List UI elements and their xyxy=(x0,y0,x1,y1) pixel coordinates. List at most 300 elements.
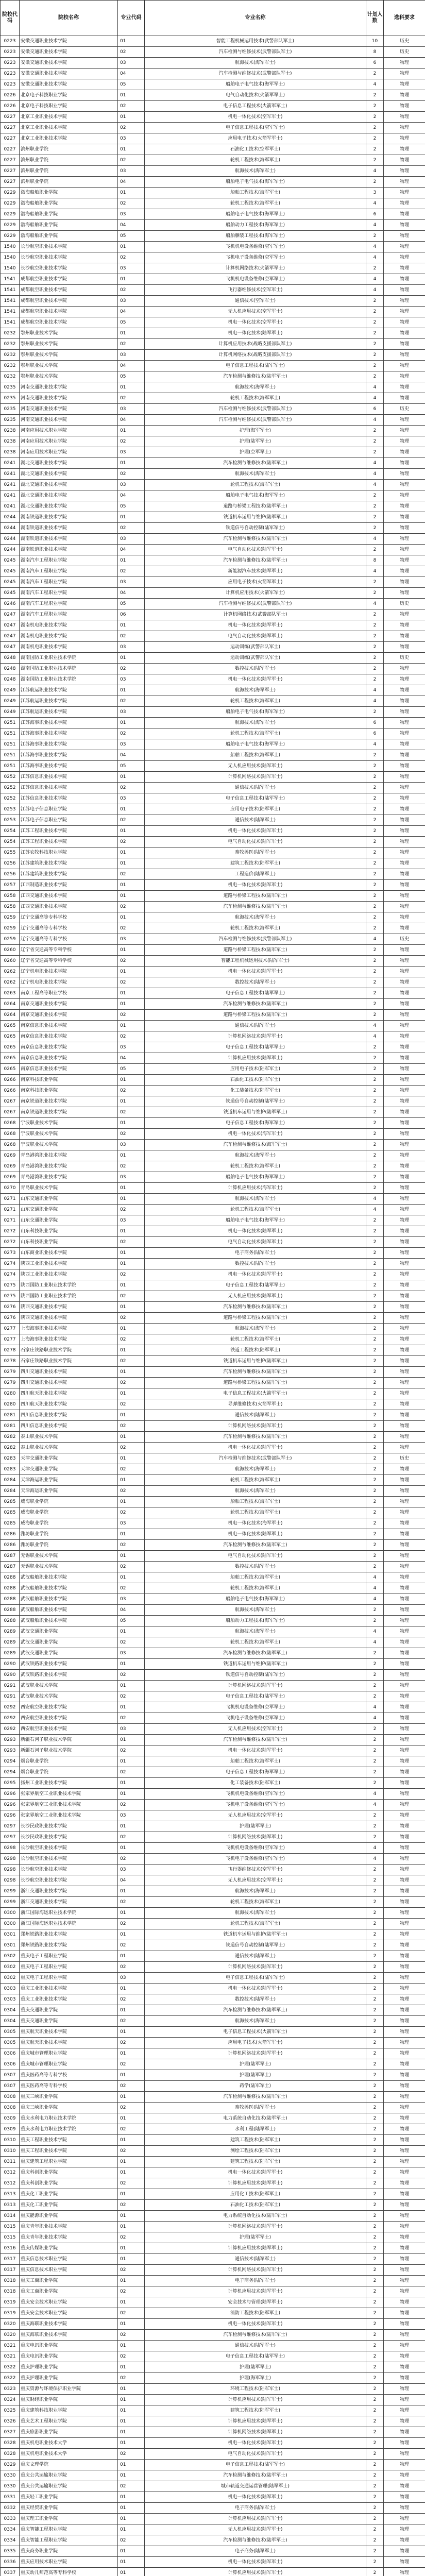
school-code-cell: 0307 xyxy=(1,2070,20,2081)
subject-cell: 物理 xyxy=(384,826,425,837)
subject-cell: 物理 xyxy=(384,1161,425,1172)
major-code-cell: 01 xyxy=(118,1096,145,1107)
subject-cell: 物理 xyxy=(384,1031,425,1042)
school-code-cell: 0321 xyxy=(1,2351,20,2362)
major-code-cell: 02 xyxy=(118,1237,145,1248)
school-code-cell: 0227 xyxy=(1,112,20,123)
plan-count-cell: 2 xyxy=(366,1161,384,1172)
table-row xyxy=(1,2395,425,2405)
major-code-cell: 01 xyxy=(118,2546,145,2557)
table-row xyxy=(1,1540,425,1551)
subject-cell: 物理 xyxy=(384,2351,425,2362)
subject-cell: 物理 xyxy=(384,1194,425,1205)
table-row xyxy=(1,696,425,707)
table-row xyxy=(1,1984,425,1994)
plan-count-cell: 2 xyxy=(366,2308,384,2319)
subject-cell: 物理 xyxy=(384,382,425,393)
table-row xyxy=(1,1875,425,1886)
major-name-cell: 电气自动化技术(陆军军士) xyxy=(145,545,366,555)
plan-count-cell: 2 xyxy=(366,2297,384,2308)
subject-cell: 物理 xyxy=(384,1215,425,1226)
major-code-cell: 02 xyxy=(118,631,145,642)
table-row xyxy=(1,783,425,793)
major-code-cell: 03 xyxy=(118,350,145,361)
school-code-cell: 0313 xyxy=(1,2189,20,2200)
major-name-cell: 导弹维修技术(火箭军军士) xyxy=(145,1399,366,1410)
school-name-cell: 南京铁道职业技术学院 xyxy=(20,1096,118,1107)
major-name-cell: 计算机网络技术(陆军军士) xyxy=(145,1962,366,1973)
major-name-cell: 道路与桥梁工程技术(陆军军士) xyxy=(145,1378,366,1388)
school-code-cell: 0227 xyxy=(1,155,20,166)
subject-cell: 物理 xyxy=(384,1583,425,1594)
table-row xyxy=(1,1345,425,1356)
subject-cell: 物理 xyxy=(384,620,425,631)
major-code-cell: 01 xyxy=(118,2341,145,2351)
table-row xyxy=(1,123,425,133)
table-row xyxy=(1,902,425,912)
school-code-cell: 0288 xyxy=(1,1616,20,1626)
school-code-cell: 1540 xyxy=(1,252,20,263)
major-code-cell: 01 xyxy=(118,620,145,631)
major-code-cell: 03 xyxy=(118,1172,145,1183)
major-name-cell: 船舶动力工程技术(海军军士) xyxy=(145,1616,366,1626)
table-row xyxy=(1,101,425,112)
subject-cell: 物理 xyxy=(384,2308,425,2319)
school-name-cell: 重庆青年职业技术学院 xyxy=(20,2232,118,2243)
table-row xyxy=(1,1053,425,1064)
plan-count-cell: 2 xyxy=(366,967,384,977)
plan-count-cell: 2 xyxy=(366,609,384,620)
school-name-cell: 重庆机电职业技术大学 xyxy=(20,2449,118,2460)
subject-cell: 物理 xyxy=(384,1745,425,1756)
major-name-cell: 机电一体化技术(海军军士) xyxy=(145,1518,366,1529)
plan-count-cell: 2 xyxy=(366,1724,384,1735)
plan-count-cell: 4 xyxy=(366,393,384,404)
school-code-cell: 1541 xyxy=(1,317,20,328)
major-name-cell: 机电一体化技术(陆军军士) xyxy=(145,328,366,339)
table-row xyxy=(1,2200,425,2211)
table-row xyxy=(1,2514,425,2524)
subject-cell: 物理 xyxy=(384,1865,425,1875)
school-name-cell: 陕西工业职业技术学院 xyxy=(20,1269,118,1280)
plan-count-cell: 2 xyxy=(366,112,384,123)
major-code-cell: 01 xyxy=(118,1756,145,1767)
major-name-cell: 机电一体化技术(陆军军士) xyxy=(145,2319,366,2330)
school-code-cell: 0297 xyxy=(1,1832,20,1843)
school-code-cell: 0253 xyxy=(1,815,20,826)
major-code-cell: 02 xyxy=(118,2351,145,2362)
major-name-cell: 计算机应用技术(陆军军士) xyxy=(145,1053,366,1064)
subject-cell: 物理 xyxy=(384,1280,425,1291)
school-name-cell: 山东商业职业技术学院 xyxy=(20,1248,118,1259)
subject-cell: 物理 xyxy=(384,393,425,404)
school-name-cell: 湖北交通职业技术学院 xyxy=(20,458,118,469)
subject-cell: 物理 xyxy=(384,588,425,599)
subject-cell: 物理 xyxy=(384,2330,425,2341)
subject-cell: 物理 xyxy=(384,1497,425,1507)
subject-cell: 物理 xyxy=(384,1345,425,1356)
school-code-cell: 0285 xyxy=(1,1507,20,1518)
school-code-cell: 0334 xyxy=(1,2535,20,2546)
plan-count-cell: 2 xyxy=(366,328,384,339)
table-row xyxy=(1,609,425,620)
subject-cell: 物理 xyxy=(384,2059,425,2070)
school-code-cell: 0264 xyxy=(1,999,20,1010)
plan-count-cell: 4 xyxy=(366,1637,384,1648)
major-name-cell: 电子信息工程技术(火箭军军士) xyxy=(145,101,366,112)
major-name-cell: 药学(陆军军士) xyxy=(145,2081,366,2092)
major-code-cell: 02 xyxy=(118,123,145,133)
school-code-cell: 0278 xyxy=(1,1345,20,1356)
table-row xyxy=(1,1637,425,1648)
major-name-cell: 通信技术(空军军士) xyxy=(145,296,366,307)
table-row xyxy=(1,1486,425,1497)
school-code-cell: 0286 xyxy=(1,1540,20,1551)
major-name-cell: 汽车检测与维修技术(陆军军士) xyxy=(145,555,366,566)
school-name-cell: 青岛港湾职业技术学院 xyxy=(20,1172,118,1183)
major-name-cell: 航海技术(海军军士) xyxy=(145,2016,366,2027)
school-name-cell: 重庆护理职业学院 xyxy=(20,2362,118,2373)
major-name-cell: 轮机工程技术(海军军士) xyxy=(145,923,366,934)
table-row xyxy=(1,2092,425,2103)
plan-count-cell: 2 xyxy=(366,2265,384,2276)
school-name-cell: 张家界航空工业职业技术学院 xyxy=(20,1800,118,1810)
school-name-cell: 江苏航运职业技术学院 xyxy=(20,707,118,718)
subject-cell: 物理 xyxy=(384,415,425,426)
major-code-cell: 01 xyxy=(118,1843,145,1854)
plan-count-cell: 2 xyxy=(366,523,384,534)
school-code-cell: 0251 xyxy=(1,718,20,728)
school-code-cell: 0322 xyxy=(1,2362,20,2373)
plan-count-cell: 8 xyxy=(366,555,384,566)
school-name-cell: 鄂州职业技术学院 xyxy=(20,350,118,361)
school-name-cell: 长沙航空职业技术学院 xyxy=(20,252,118,263)
school-code-cell: 0297 xyxy=(1,1821,20,1832)
major-name-cell: 汽车检测与维修技术(武警部队军士) xyxy=(145,1453,366,1464)
plan-count-cell: 2 xyxy=(366,1215,384,1226)
school-code-cell: 0265 xyxy=(1,1053,20,1064)
major-code-cell: 03 xyxy=(118,480,145,490)
school-name-cell: 江苏海事职业技术学院 xyxy=(20,761,118,772)
school-name-cell: 山东交通职业学院 xyxy=(20,1205,118,1215)
table-row xyxy=(1,750,425,761)
school-name-cell: 浙江国际海运职业技术学院 xyxy=(20,1908,118,1919)
table-row xyxy=(1,307,425,317)
plan-count-cell: 2 xyxy=(366,1940,384,1951)
school-name-cell: 上海海事职业技术学院 xyxy=(20,1324,118,1334)
major-name-cell: 汽车检测与维修技术(陆军军士) xyxy=(145,371,366,382)
school-code-cell: 1540 xyxy=(1,263,20,274)
school-name-cell: 安徽交通职业技术学院 xyxy=(20,58,118,69)
subject-cell: 物理 xyxy=(384,1572,425,1583)
school-name-cell: 长沙航空职业技术学院 xyxy=(20,1865,118,1875)
plan-count-cell: 2 xyxy=(366,1908,384,1919)
school-code-cell: 0317 xyxy=(1,2265,20,2276)
school-code-cell: 0241 xyxy=(1,480,20,490)
plan-count-cell: 2 xyxy=(366,912,384,923)
major-code-cell: 03 xyxy=(118,166,145,177)
school-code-cell: 0235 xyxy=(1,382,20,393)
plan-count-cell: 4 xyxy=(366,685,384,696)
plan-count-cell: 4 xyxy=(366,1626,384,1637)
major-code-cell: 02 xyxy=(118,1767,145,1778)
table-row xyxy=(1,1529,425,1540)
school-name-cell: 重庆安全技术职业学院 xyxy=(20,2297,118,2308)
subject-cell: 物理 xyxy=(384,1875,425,1886)
major-code-cell: 02 xyxy=(118,837,145,848)
major-code-cell: 03 xyxy=(118,1865,145,1875)
plan-count-cell: 2 xyxy=(366,674,384,685)
table-row xyxy=(1,1724,425,1735)
major-code-cell: 04 xyxy=(118,361,145,371)
major-name-cell: 运动训练(武警部队军士) xyxy=(145,642,366,653)
school-code-cell: 0280 xyxy=(1,1399,20,1410)
major-name-cell: 电气自动化技术(陆军军士) xyxy=(145,631,366,642)
plan-count-cell: 2 xyxy=(366,1183,384,1194)
major-name-cell: 护理(海军军士) xyxy=(145,426,366,436)
table-row xyxy=(1,1031,425,1042)
plan-count-cell: 2 xyxy=(366,1691,384,1702)
major-name-cell: 计算机网络技术(火箭军军士) xyxy=(145,263,366,274)
subject-cell: 物理 xyxy=(384,2211,425,2222)
subject-cell: 物理 xyxy=(384,177,425,188)
major-name-cell: 建筑工程技术(陆军军士) xyxy=(145,2157,366,2167)
school-name-cell: 重庆智能工程职业学院 xyxy=(20,2524,118,2535)
subject-cell: 物理 xyxy=(384,1010,425,1021)
plan-count-cell: 2 xyxy=(366,1897,384,1908)
school-name-cell: 湖南国防工业职业技术学院 xyxy=(20,664,118,674)
plan-count-cell: 2 xyxy=(366,891,384,902)
plan-count-cell: 2 xyxy=(366,2395,384,2405)
subject-cell: 物理 xyxy=(384,1226,425,1237)
subject-cell: 物理 xyxy=(384,2503,425,2514)
major-name-cell: 道路与桥梁工程技术(陆军军士) xyxy=(145,945,366,956)
school-code-cell: 0312 xyxy=(1,2178,20,2189)
subject-cell: 物理 xyxy=(384,848,425,858)
subject-cell: 物理 xyxy=(384,1205,425,1215)
major-code-cell: 01 xyxy=(118,1367,145,1378)
major-name-cell: 机电一体化技术(空军军士) xyxy=(145,317,366,328)
plan-count-cell: 2 xyxy=(366,1280,384,1291)
school-name-cell: 新疆石河子职业技术学院 xyxy=(20,1745,118,1756)
major-name-cell: 机电一体化技术(海军军士) xyxy=(145,1129,366,1140)
table-row xyxy=(1,2146,425,2157)
major-name-cell: 轮机工程技术(海军军士) xyxy=(145,1161,366,1172)
school-code-cell: 0302 xyxy=(1,1962,20,1973)
plan-count-cell: 4 xyxy=(366,1843,384,1854)
subject-cell: 物理 xyxy=(384,1118,425,1129)
school-code-cell: 0336 xyxy=(1,2557,20,2568)
major-code-cell: 02 xyxy=(118,2178,145,2189)
plan-count-cell: 2 xyxy=(366,1767,384,1778)
major-code-cell: 01 xyxy=(118,1475,145,1486)
major-code-cell: 05 xyxy=(118,317,145,328)
major-name-cell: 汽车检测与维修技术(陆军军士) xyxy=(145,1302,366,1313)
major-code-cell: 02 xyxy=(118,1583,145,1594)
plan-count-cell: 2 xyxy=(366,2449,384,2460)
table-row xyxy=(1,371,425,382)
major-name-cell: 船舶工程技术(海军军士) xyxy=(145,1756,366,1767)
plan-count-cell: 4 xyxy=(366,480,384,490)
table-row xyxy=(1,1681,425,1691)
major-code-cell: 01 xyxy=(118,2470,145,2481)
major-name-cell: 船舶工程技术(海军军士) xyxy=(145,750,366,761)
subject-cell: 物理 xyxy=(384,1432,425,1443)
table-row xyxy=(1,1789,425,1800)
school-name-cell: 重庆城市管理职业学院 xyxy=(20,2048,118,2059)
school-code-cell: 0282 xyxy=(1,1443,20,1453)
plan-count-cell: 2 xyxy=(366,2568,384,2576)
table-row xyxy=(1,2113,425,2124)
school-name-cell: 湖南汽车工程职业学院 xyxy=(20,588,118,599)
plan-count-cell: 2 xyxy=(366,1421,384,1432)
subject-cell: 物理 xyxy=(384,2416,425,2427)
plan-count-cell: 2 xyxy=(366,1464,384,1475)
school-code-cell: 0247 xyxy=(1,631,20,642)
school-code-cell: 0268 xyxy=(1,1140,20,1150)
plan-count-cell: 2 xyxy=(366,1259,384,1269)
subject-cell: 物理 xyxy=(384,2481,425,2492)
school-code-cell: 0301 xyxy=(1,1940,20,1951)
major-code-cell: 01 xyxy=(118,718,145,728)
major-name-cell: 航海技术(海军军士) xyxy=(145,1150,366,1161)
school-code-cell: 0226 xyxy=(1,101,20,112)
major-name-cell: 航海技术(海军军士) xyxy=(145,166,366,177)
major-code-cell: 03 xyxy=(118,1518,145,1529)
plan-count-cell: 4 xyxy=(366,1205,384,1215)
subject-cell: 物理 xyxy=(384,1713,425,1724)
plan-count-cell: 2 xyxy=(366,263,384,274)
table-row xyxy=(1,2232,425,2243)
table-row xyxy=(1,923,425,934)
subject-cell: 物理 xyxy=(384,2135,425,2146)
table-row xyxy=(1,69,425,79)
subject-cell: 物理 xyxy=(384,1518,425,1529)
major-name-cell: 计算机应用技术(陆军军士) xyxy=(145,2243,366,2254)
table-row xyxy=(1,2167,425,2178)
table-row xyxy=(1,2189,425,2200)
plan-count-cell: 2 xyxy=(366,2048,384,2059)
school-code-cell: 0279 xyxy=(1,1378,20,1388)
subject-cell: 物理 xyxy=(384,69,425,79)
plan-count-cell: 2 xyxy=(366,1681,384,1691)
major-code-cell: 01 xyxy=(118,858,145,869)
school-name-cell: 重庆轻工职业学院 xyxy=(20,2492,118,2503)
plan-count-cell: 2 xyxy=(366,826,384,837)
subject-cell: 物理 xyxy=(384,1388,425,1399)
school-name-cell: 成都航空职业技术学院 xyxy=(20,317,118,328)
school-name-cell: 郑州铁路职业技术学院 xyxy=(20,1929,118,1940)
major-name-cell: 护理(陆军军士) xyxy=(145,2232,366,2243)
plan-count-cell: 2 xyxy=(366,361,384,371)
plan-count-cell: 2 xyxy=(366,988,384,999)
major-code-cell: 05 xyxy=(118,761,145,772)
major-name-cell: 机电一体化技术(陆军军士) xyxy=(145,2557,366,2568)
table-row xyxy=(1,945,425,956)
subject-cell: 物理 xyxy=(384,1735,425,1745)
school-code-cell: 0289 xyxy=(1,1648,20,1659)
major-name-cell: 汽车检测与维修技术(陆军军士) xyxy=(145,2470,366,2481)
plan-count-cell: 2 xyxy=(366,90,384,101)
major-code-cell: 04 xyxy=(118,307,145,317)
major-name-cell: 船舶电子电气技术(海军军士) xyxy=(145,1594,366,1605)
major-code-cell: 01 xyxy=(118,2362,145,2373)
plan-count-cell: 2 xyxy=(366,350,384,361)
school-name-cell: 成都航空职业技术学院 xyxy=(20,285,118,296)
major-name-cell: 计算机网络技术(陆军军士) xyxy=(145,1031,366,1042)
school-code-cell: 0308 xyxy=(1,2103,20,2113)
school-name-cell: 重庆交通职业学院 xyxy=(20,2016,118,2027)
school-code-cell: 0257 xyxy=(1,880,20,891)
major-code-cell: 02 xyxy=(118,1107,145,1118)
school-code-cell: 0294 xyxy=(1,1756,20,1767)
subject-cell: 物理 xyxy=(384,2286,425,2297)
school-code-cell: 0238 xyxy=(1,426,20,436)
school-name-cell: 湖南铁道职业技术学院 xyxy=(20,512,118,523)
major-name-cell: 汽车检测与维修技术(陆军军士) xyxy=(145,1367,366,1378)
subject-cell: 物理 xyxy=(384,577,425,588)
subject-cell: 物理 xyxy=(384,1443,425,1453)
school-code-cell: 0275 xyxy=(1,1280,20,1291)
school-code-cell: 0235 xyxy=(1,404,20,415)
school-code-cell: 0241 xyxy=(1,469,20,480)
plan-count-cell: 2 xyxy=(366,2016,384,2027)
plan-count-cell: 2 xyxy=(366,1064,384,1075)
subject-cell: 物理 xyxy=(384,988,425,999)
plan-count-cell: 2 xyxy=(366,631,384,642)
school-code-cell: 0296 xyxy=(1,1800,20,1810)
subject-cell: 物理 xyxy=(384,458,425,469)
major-code-cell: 01 xyxy=(118,2297,145,2308)
major-name-cell: 船舶工程技术(海军军士) xyxy=(145,1497,366,1507)
major-code-cell: 01 xyxy=(118,1248,145,1259)
plan-count-cell: 2 xyxy=(366,1962,384,1973)
subject-cell: 物理 xyxy=(384,285,425,296)
major-name-cell: 道路与桥梁工程技术(陆军军士) xyxy=(145,501,366,512)
subject-cell: 物理 xyxy=(384,967,425,977)
table-row xyxy=(1,2157,425,2167)
school-code-cell: 0321 xyxy=(1,2341,20,2351)
major-code-cell: 01 xyxy=(118,2167,145,2178)
subject-cell: 物理 xyxy=(384,1854,425,1865)
major-code-cell: 02 xyxy=(118,1313,145,1324)
major-name-cell: 汽车检测与维修技术(陆军军士) xyxy=(145,2535,366,2546)
table-row xyxy=(1,1507,425,1518)
school-code-cell: 0266 xyxy=(1,1086,20,1096)
school-code-cell: 0305 xyxy=(1,2038,20,2048)
school-name-cell: 重庆财经职业学院 xyxy=(20,2395,118,2405)
table-row xyxy=(1,869,425,880)
subject-cell: 历史 xyxy=(384,934,425,945)
major-code-cell: 02 xyxy=(118,1161,145,1172)
major-name-cell: 轮机工程技术(海军军士) xyxy=(145,1334,366,1345)
school-name-cell: 安徽交通职业技术学院 xyxy=(20,47,118,58)
subject-cell: 物理 xyxy=(384,274,425,285)
school-name-cell: 辽宁省交通高等专科学校 xyxy=(20,956,118,967)
table-row xyxy=(1,404,425,415)
subject-cell: 物理 xyxy=(384,2319,425,2330)
subject-cell: 物理 xyxy=(384,1464,425,1475)
plan-count-cell: 2 xyxy=(366,2557,384,2568)
header-major-name: 专业名称 xyxy=(145,1,366,36)
major-code-cell: 02 xyxy=(118,2535,145,2546)
plan-count-cell: 4 xyxy=(366,1800,384,1810)
table-row xyxy=(1,1183,425,1194)
table-row xyxy=(1,285,425,296)
major-name-cell: 应用电子技术(火箭军军士) xyxy=(145,2038,366,2048)
major-code-cell: 02 xyxy=(118,2124,145,2135)
plan-count-cell: 6 xyxy=(366,209,384,220)
